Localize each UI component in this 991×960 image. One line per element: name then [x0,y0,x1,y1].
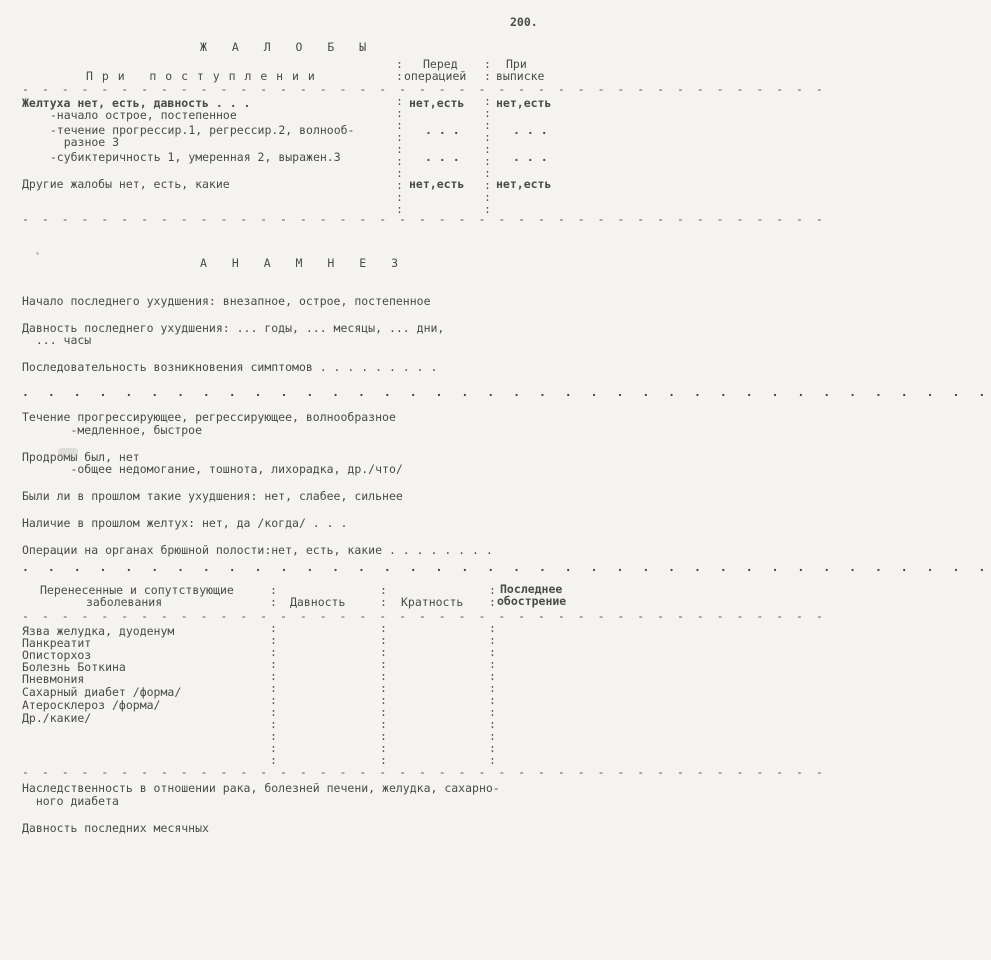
table-end-rule: - - - - - - - - - - - - - - - - - - - - - - - - - - - - - - - - - - - - - - - - - [22,765,826,779]
diseases-col4-heading-1: Последнее [500,582,563,596]
header-separator-1: : : [396,57,403,83]
list-item: Атеросклероз /форма/ [22,698,161,712]
dotted-fill-line: . . . . . . . . . . . . . . . . . . . . . . . . . . . . . . . . . . . . . . [22,385,991,399]
col-discharge-heading-2: выписке [496,69,545,83]
discharge-jaundice-value: нет,есть [496,96,552,110]
anamnesis-onset: Начало последнего ухудшения: внезапное, острое, постепенное [22,294,431,308]
diseases-col2-heading: Давность [290,595,346,609]
anamnesis-past-worsening: Были ли в прошлом такие ухудшения: нет, слабее, сильнее [22,489,403,503]
complaints-end-rule: - - - - - - - - - - - - - - - - - - - - - - - - - - - - - - - - - - - - - - - - - [22,212,826,226]
jaundice-onset: -начало острое, постепенное [36,108,237,122]
scan-smudge [58,448,78,458]
before-jaundice-value: нет,есть [409,96,465,110]
last-menstruation-line: Давность последних месячных [22,821,209,835]
list-item: Сахарный диабет /форма/ [22,685,182,699]
table-header-rule: - - - - - - - - - - - - - - - - - - - - - - - - - - - - - - - - - - - - - - - - - [22,609,826,623]
jaundice-course: -течение прогрессир.1, регрессир.2, волнооб- [36,123,355,137]
diseases-col1-heading-2: заболевания [86,595,163,609]
table-head-sep-1: : : [270,583,277,609]
heredity-line: Наследственность в отношении рака, болезней печени, желудка, сахарно- [22,781,500,795]
before-other-value: нет,есть [409,177,465,191]
table-body-sep-1: : : : : : : : : : : : : [270,621,277,767]
diseases-col3-heading: Кратность [401,595,464,609]
before-course-value: . . . [425,123,460,137]
jaundice-course-cont: разное 3 [36,135,120,149]
scan-speck [36,252,39,255]
page-number: 200. [510,15,538,29]
body-separator-1: : : : : : : : : : : [396,94,403,216]
col-discharge-heading-1: При [506,57,527,71]
list-item: Др./какие/ [22,711,92,725]
anamnesis-past-jaundice: Наличие в прошлом желтух: нет, да /когда/ . . . [22,516,348,530]
list-item: Язва желудка, дуоденум [22,624,175,638]
anamnesis-prodromes: Продромы был, нет [22,450,140,464]
table-body-sep-3: : : : : : : : : : : : : [489,621,496,767]
col-admission-heading: П р и п о с т у п л е н и и [86,69,316,83]
diseases-col4-heading-2: обострение [497,594,567,608]
list-item: Болезнь Боткина [22,660,126,674]
table-body-sep-2: : : : : : : : : : : : : [380,621,387,767]
discharge-other-value: нет,есть [496,177,552,191]
discharge-course-value: . . . [513,123,548,137]
complaints-title: Ж А Л О Б Ы [200,40,376,54]
header-separator-2: : : [484,57,491,83]
table-head-sep-2: : : [380,583,387,609]
list-item: Панкреатит [22,636,92,650]
before-subicterus-value: . . . [425,150,460,164]
header-dash-rule: - - - - - - - - - - - - - - - - - - - - - - - - - - - - - - - - - - - - - - - - - [22,82,826,96]
discharge-subicterus-value: . . . [513,150,548,164]
anamnesis-prodromes-cont: -общее недомогание, тошнота, лихорадка, др./что/ [22,462,403,476]
anamnesis-abdominal-surgery: Операции на органах брюшной полости:нет, есть, какие . . . . . . . . [22,543,493,557]
heredity-line-cont: ного диабета [22,794,119,808]
jaundice-subicterus: -субиктеричность 1, умеренная 2, выражен.3 [36,150,341,164]
list-item: Описторхоз [22,648,92,662]
anamnesis-duration-cont: ... часы [22,333,92,347]
dotted-fill-line-2: . . . . . . . . . . . . . . . . . . . . . . . . . . . . . . . . . . . . . . [22,560,991,574]
col-before-heading-2: операцией [404,69,467,83]
anamnesis-duration: Давность последнего ухудшения: ... годы, ... месяцы, ... дни, [22,321,445,335]
jaundice-line: Желтуха нет, есть, давность . . . [22,96,251,110]
anamnesis-course: Течение прогрессирующее, регрессирующее, волнообразное [22,410,396,424]
body-separator-2: : : : : : : : : : : [484,94,491,216]
diseases-col1-heading-1: Перенесенные и сопутствующие [40,583,234,597]
table-head-sep-3: : : [489,583,496,609]
col-before-heading-1: Перед [423,57,458,71]
list-item: Пневмония [22,672,85,686]
other-complaints: Другие жалобы нет, есть, какие [22,177,230,191]
anamnesis-course-cont: -медленное, быстрое [22,423,203,437]
anamnesis-symptom-sequence: Последовательность возникновения симптомов . . . . . . . . . [22,360,438,374]
anamnesis-title: А Н А М Н Е З [200,256,408,270]
